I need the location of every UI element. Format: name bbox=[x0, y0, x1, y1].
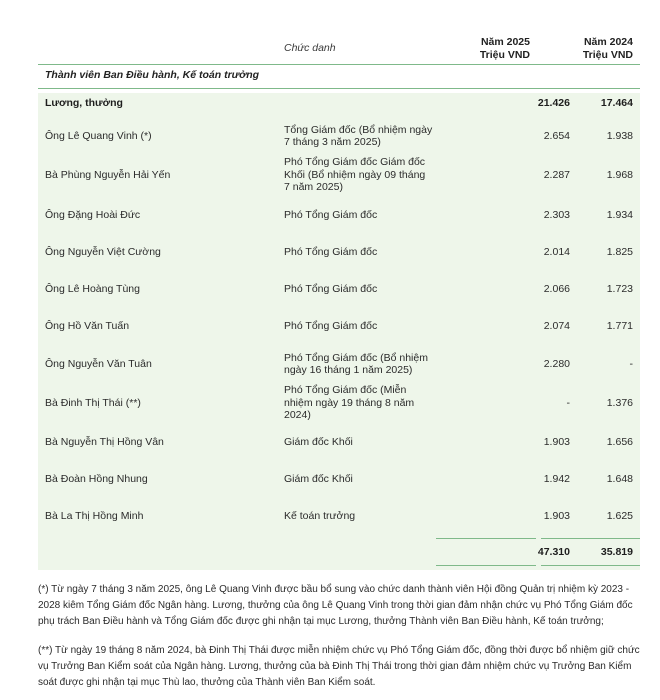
row-value-2024: 1.825 bbox=[606, 246, 633, 258]
row-title: Giám đốc Khối bbox=[284, 472, 353, 485]
row-title: Giám đốc Khối bbox=[284, 435, 353, 448]
row-title: Phó Tổng Giám đốc (Miễn nhiệm ngày 19 tháng 8 năm 2024) bbox=[284, 384, 415, 422]
subtotal-label: Lương, thưởng bbox=[45, 97, 123, 109]
header-year-2025-label: Năm 2025 bbox=[480, 36, 530, 48]
row-name: Ông Hồ Văn Tuấn bbox=[45, 320, 130, 332]
row-value-2024: - bbox=[629, 358, 633, 370]
header-divider bbox=[38, 64, 640, 65]
row-value-2025: 2.654 bbox=[543, 130, 570, 142]
table-row bbox=[38, 243, 640, 261]
row-name: Bà Đinh Thị Thái (**) bbox=[45, 397, 141, 409]
table-row bbox=[38, 156, 640, 194]
row-name: Ông Lê Hoàng Tùng bbox=[45, 283, 140, 295]
header-year-2025-unit: Triệu VND bbox=[479, 49, 530, 61]
row-value-2025: 2.066 bbox=[543, 283, 570, 295]
total-bottom-rule-2024 bbox=[541, 565, 640, 566]
row-name: Ông Nguyễn Việt Cường bbox=[45, 246, 161, 258]
header-year-2024-label: Năm 2024 bbox=[583, 36, 633, 48]
header-year-2024-unit: Triệu VND bbox=[582, 49, 633, 61]
row-name: Ông Lê Quang Vinh (*) bbox=[45, 130, 152, 142]
row-title: Phó Tổng Giám đốc Giám đốc Khối (Bổ nhiệm ngày 09 tháng 7 năm 2025) bbox=[284, 156, 426, 194]
row-value-2024: 1.968 bbox=[606, 169, 633, 181]
row-value-2024: 1.656 bbox=[606, 436, 633, 448]
row-name: Ông Đặng Hoài Đức bbox=[45, 209, 141, 221]
subtotal-row bbox=[38, 94, 640, 112]
subtotal-2025: 21.426 bbox=[537, 97, 570, 109]
row-name: Bà Đoàn Hồng Nhung bbox=[45, 473, 148, 485]
total-top-rule-2025 bbox=[436, 538, 536, 539]
row-title: Phó Tổng Giám đốc (Bổ nhiệm ngày 16 tháng 1 năm 2025) bbox=[284, 351, 428, 376]
section-divider bbox=[38, 88, 640, 89]
row-title: Phó Tổng Giám đốc bbox=[284, 245, 378, 258]
row-title: Phó Tổng Giám đốc bbox=[284, 208, 378, 221]
row-value-2025: 1.903 bbox=[543, 510, 570, 522]
row-value-2025: 2.287 bbox=[543, 169, 570, 181]
row-value-2025: 2.280 bbox=[543, 358, 570, 370]
row-value-2024: 1.938 bbox=[606, 130, 633, 142]
table-row bbox=[38, 206, 640, 224]
row-name: Ông Nguyễn Văn Tuân bbox=[45, 358, 152, 370]
subtotal-2024: 17.464 bbox=[600, 97, 633, 109]
section-title: Thành viên Ban Điều hành, Kế toán trưởng bbox=[45, 69, 260, 81]
table-row bbox=[38, 507, 640, 525]
row-name: Bà Phùng Nguyễn Hải Yến bbox=[45, 169, 171, 181]
row-name: Bà Nguyễn Thị Hồng Vân bbox=[45, 436, 164, 448]
table-row bbox=[38, 280, 640, 298]
row-title: Kế toán trưởng bbox=[284, 509, 356, 522]
row-value-2024: 1.771 bbox=[606, 320, 633, 332]
row-value-2025: 1.942 bbox=[543, 473, 570, 485]
row-title: Tổng Giám đốc (Bổ nhiệm ngày 7 tháng 3 năm 2025) bbox=[284, 123, 433, 148]
row-value-2024: 1.625 bbox=[606, 510, 633, 522]
row-name: Bà La Thị Hồng Minh bbox=[45, 510, 144, 522]
table-row bbox=[38, 122, 640, 150]
row-value-2025: - bbox=[566, 397, 570, 409]
header-title-column: Chức danh bbox=[284, 42, 336, 54]
row-value-2025: 1.903 bbox=[543, 436, 570, 448]
row-value-2025: 2.303 bbox=[543, 209, 570, 221]
total-top-rule-2024 bbox=[541, 538, 640, 539]
row-value-2024: 1.376 bbox=[606, 397, 633, 409]
row-value-2025: 2.014 bbox=[543, 246, 570, 258]
total-row bbox=[38, 543, 640, 561]
table-row bbox=[38, 317, 640, 335]
row-value-2025: 2.074 bbox=[543, 320, 570, 332]
row-value-2024: 1.934 bbox=[606, 209, 633, 221]
footnote-2: (**) Từ ngày 19 tháng 8 năm 2024, bà Đinh Thị Thái được miễn nhiệm chức vụ Phó Tổng Giám đốc, đồng thời được bổ nhiệm giữ chức vụ Trưởng Ban Kiểm soát của Ngân hàng. Lương, thưởng của bà Đinh Thị Thái trong thời gian đảm nhiệm chức vụ Trưởng Ban Kiểm soát được ghi nhận tại mục Thù lao, thưởng của Thành viên Ban Kiểm soát. bbox=[38, 645, 640, 688]
row-value-2024: 1.723 bbox=[606, 283, 633, 295]
total-2024: 35.819 bbox=[600, 546, 633, 558]
row-value-2024: 1.648 bbox=[606, 473, 633, 485]
header-year-2025 bbox=[430, 36, 530, 62]
footnote-1: (*) Từ ngày 7 tháng 3 năm 2025, ông Lê Quang Vinh được bầu bổ sung vào chức danh thành viên Hội đồng Quản trị nhiệm kỳ 2023 - 2028 kiêm Tổng Giám đốc Ngân hàng. Lương, thưởng của ông Lê Quang Vinh trong thời gian đảm nhận chức vụ Phó Tổng Giám đốc phụ trách Ban Điều hành và Tổng Giám đốc được ghi nhận tại mục Lương, thưởng Thành viên Ban Điều hành, Kế toán trưởng; bbox=[38, 584, 633, 627]
table-row bbox=[38, 350, 640, 378]
row-title: Phó Tổng Giám đốc bbox=[284, 319, 378, 332]
header-year-2024 bbox=[533, 36, 633, 62]
table-row bbox=[38, 433, 640, 451]
table-row bbox=[38, 470, 640, 488]
total-bottom-rule-2025 bbox=[436, 565, 536, 566]
total-2025: 47.310 bbox=[537, 546, 570, 558]
row-title: Phó Tổng Giám đốc bbox=[284, 282, 378, 295]
table-row bbox=[38, 384, 640, 422]
